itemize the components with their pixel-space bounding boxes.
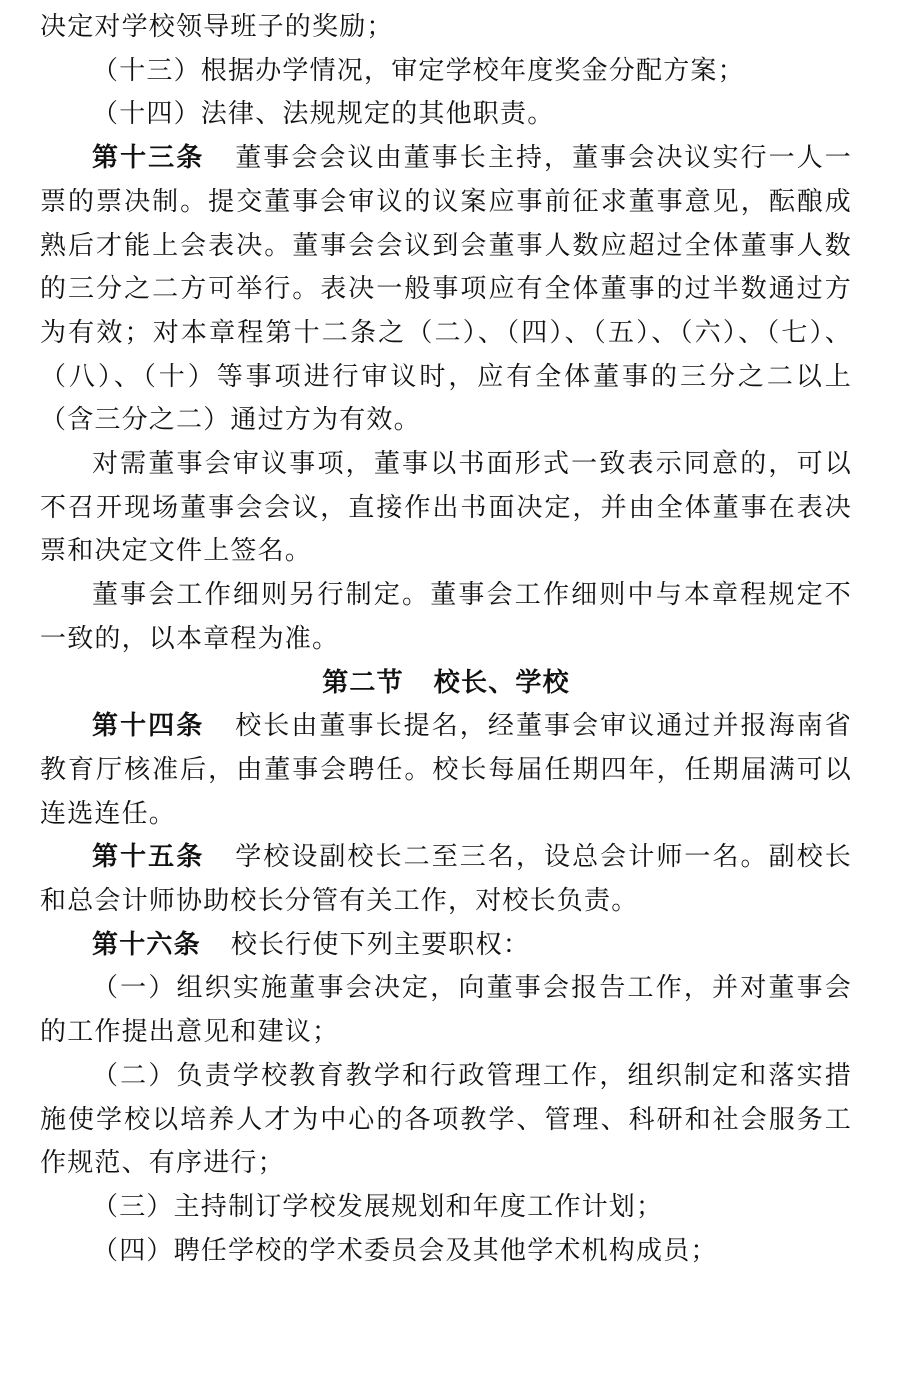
article-16-heading: 第十六条 [92,929,201,960]
paragraph-continuation: 决定对学校领导班子的奖励； [40,12,394,42]
article-16-item-2: （二）负责学校教育教学和行政管理工作，组织制定和落实措施使学校以培养人才为中心的各项教学、管理、科研和社会服务工作规范、有序进行； [40,1060,852,1179]
article-13-paragraph-2: 对需董事会审议事项，董事以书面形式一致表示同意的，可以不召开现场董事会会议，直接作出书面决定，并由全体董事在表决票和决定文件上签名。 [40,449,852,567]
list-item-14: （十四）法律、法规规定的其他职责。 [92,99,555,130]
article-16-item-3: （三）主持制订学校发展规划和年度工作计划； [92,1191,664,1222]
article-15-body: 学校设副校长二至三名，设总会计师一名。副校长和总会计师协助校长分管有关工作，对校长负责。 [40,842,852,917]
list-item-13: （十三）根据办学情况，审定学校年度奖金分配方案； [92,55,745,86]
article-14-heading: 第十四条 [92,711,205,742]
article-16-item-4: （四）聘任学校的学术委员会及其他学术机构成员； [92,1235,718,1266]
article-13-heading: 第十三条 [92,143,205,174]
article-16-item-1: （一）组织实施董事会决定，向董事会报告工作，并对董事会的工作提出意见和建议； [40,973,852,1048]
article-14 [40,705,852,836]
article-15-heading: 第十五条 [92,842,205,873]
article-16 [40,924,852,968]
article-16-body: 校长行使下列主要职权： [230,929,531,960]
article-13 [40,137,852,443]
article-13-paragraph-3: 董事会工作细则另行制定。董事会工作细则中与本章程规定不一致的，以本章程为准。 [40,580,852,654]
article-14-body: 校长由董事长提名，经董事会审议通过并报海南省教育厅核准后，由董事会聘任。校长每届任期四年，任期届满可以连选连任。 [40,711,852,829]
section-title: 校长、学校 [433,667,570,698]
section-heading [40,662,852,706]
section-number: 第二节 [322,667,404,698]
article-13-body: 董事会会议由董事长主持，董事会决议实行一人一票的票决制。提交董事会审议的议案应事前征求董事意见，酝酿成熟后才能上会表决。董事会会议到会董事人数应超过全体董事人数的三分之二方可举行。表决一般事项应有全体董事的过半数通过方为有效；对本章程第十二条之（二）、（四）、（五）、（六）、（七）、（八）、（十）等事项进行审议时，应有全体董事的三分之二以上（含三分之二）通过方为有效。 [40,143,852,436]
article-15 [40,836,852,923]
document-body [40,6,852,1273]
